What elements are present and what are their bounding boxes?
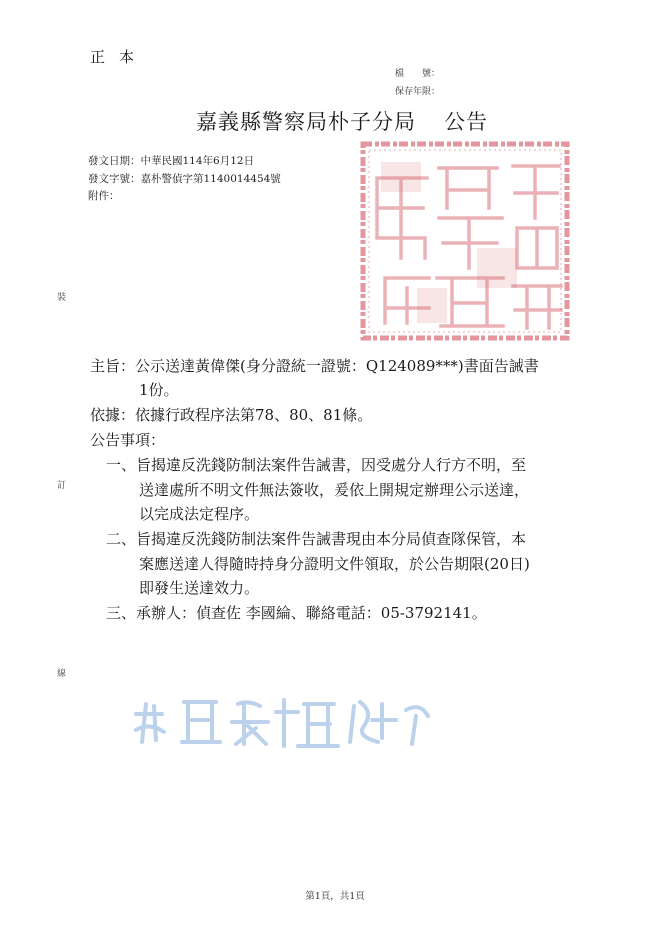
document-type: 公告: [444, 110, 488, 134]
announcement-item-1-cont: 以完成法定程序。: [139, 505, 260, 523]
basis-line: 依據：依據行政程序法第78、80、81條。: [90, 406, 373, 424]
issuing-agency: 嘉義縣警察局朴子分局: [196, 110, 416, 134]
announcement-item-3: 三、承辦人：偵查佐 李國綸、聯絡電話：05-3792141。: [106, 604, 487, 622]
document-number: 發文字號：嘉朴警偵字第1140014454號: [88, 173, 281, 185]
binding-margin-mark: 線: [57, 669, 67, 679]
subject-line: 1份。: [139, 381, 179, 399]
subject-line: 主旨：公示送達黃偉傑(身分證統一證號：Q124089***)書面告誡書: [90, 357, 539, 375]
archive-number-label: 檔 號：: [395, 69, 441, 79]
announcement-item-2-cont: 即發生送達效力。: [139, 579, 260, 597]
document-title: [196, 106, 488, 136]
copy-type-char-2: 本: [119, 48, 135, 66]
issue-date: 發文日期：中華民國114年6月12日: [88, 155, 255, 167]
announcement-items-heading: 公告事項：: [90, 431, 166, 449]
binding-margin-mark: 訂: [57, 481, 67, 491]
attachment-label: 附件：: [88, 190, 120, 202]
announcement-item-2: 二、旨揭違反洗錢防制法案件告誡書現由本分局偵查隊保管，本: [106, 530, 527, 548]
official-seal: [357, 138, 573, 344]
announcement-item-1-cont: 送達處所不明文件無法簽收，爰依上開規定辦理公示送達，: [139, 481, 530, 499]
announcement-item-1: 一、旨揭違反洗錢防制法案件告誡書，因受處分人行方不明，至: [106, 456, 527, 474]
page-number: 第1頁，共1頁: [305, 891, 365, 902]
announcement-item-2-cont: 案應送達人得隨時持身分證明文件領取，於公告期限(20日): [139, 555, 530, 573]
copy-type-label: [90, 46, 148, 67]
chief-signature-stamp: [128, 692, 438, 754]
binding-margin-mark: 裝: [57, 293, 67, 303]
copy-type-char-1: 正: [90, 48, 106, 66]
retention-period-label: 保存年限：: [395, 87, 441, 97]
